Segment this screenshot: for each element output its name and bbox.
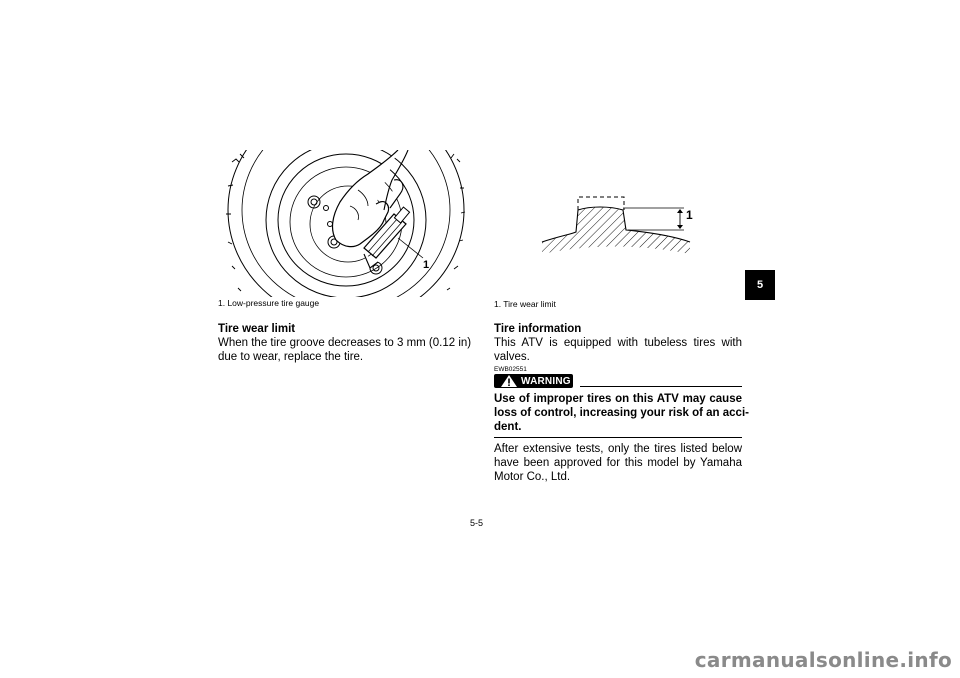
tire-wear-diagram bbox=[520, 180, 710, 260]
paragraph-line: After extensive tests, only the tires listed below bbox=[494, 443, 742, 455]
section-heading-tire-wear-limit: Tire wear limit bbox=[218, 323, 296, 335]
approved-tires-paragraph bbox=[494, 442, 742, 484]
paragraph-line: have been approved for this model by Yamaha bbox=[494, 457, 742, 469]
warning-triangle-icon bbox=[500, 374, 518, 388]
paragraph-line: due to wear, replace the tire. bbox=[218, 351, 364, 363]
paragraph-line: When the tire groove decreases to 3 mm (0.12 in) bbox=[218, 337, 472, 349]
paragraph-line: valves. bbox=[494, 351, 530, 363]
tire-information-paragraph bbox=[494, 336, 742, 364]
section-heading-tire-information: Tire information bbox=[494, 323, 582, 335]
warning-bottom-rule bbox=[494, 437, 742, 438]
warning-label: WARNING bbox=[521, 375, 571, 387]
warning-code: EWB02551 bbox=[494, 366, 527, 373]
figure-caption: 1. Tire wear limit bbox=[494, 299, 556, 309]
warning-line: Use of improper tires on this ATV may cause bbox=[494, 393, 742, 405]
tire-gauge-illustration bbox=[218, 150, 470, 300]
page-number: 5-5 bbox=[470, 518, 484, 528]
warning-badge bbox=[494, 374, 573, 388]
tire-wear-paragraph bbox=[218, 336, 470, 364]
figure-callout-1: 1 bbox=[423, 259, 430, 271]
warning-line: dent. bbox=[494, 421, 522, 433]
warning-line: loss of control, increasing your risk of an acci- bbox=[494, 407, 749, 419]
figure-caption: 1. Low-pressure tire gauge bbox=[218, 298, 320, 308]
paragraph-line: This ATV is equipped with tubeless tires with bbox=[494, 337, 742, 349]
watermark: carmanualsonline.info bbox=[694, 648, 952, 672]
chapter-tab: 5 bbox=[745, 270, 775, 300]
warning-top-rule bbox=[580, 386, 742, 387]
warning-text bbox=[494, 392, 749, 434]
paragraph-line: Motor Co., Ltd. bbox=[494, 471, 571, 483]
figure-callout-1: 1 bbox=[686, 208, 693, 222]
